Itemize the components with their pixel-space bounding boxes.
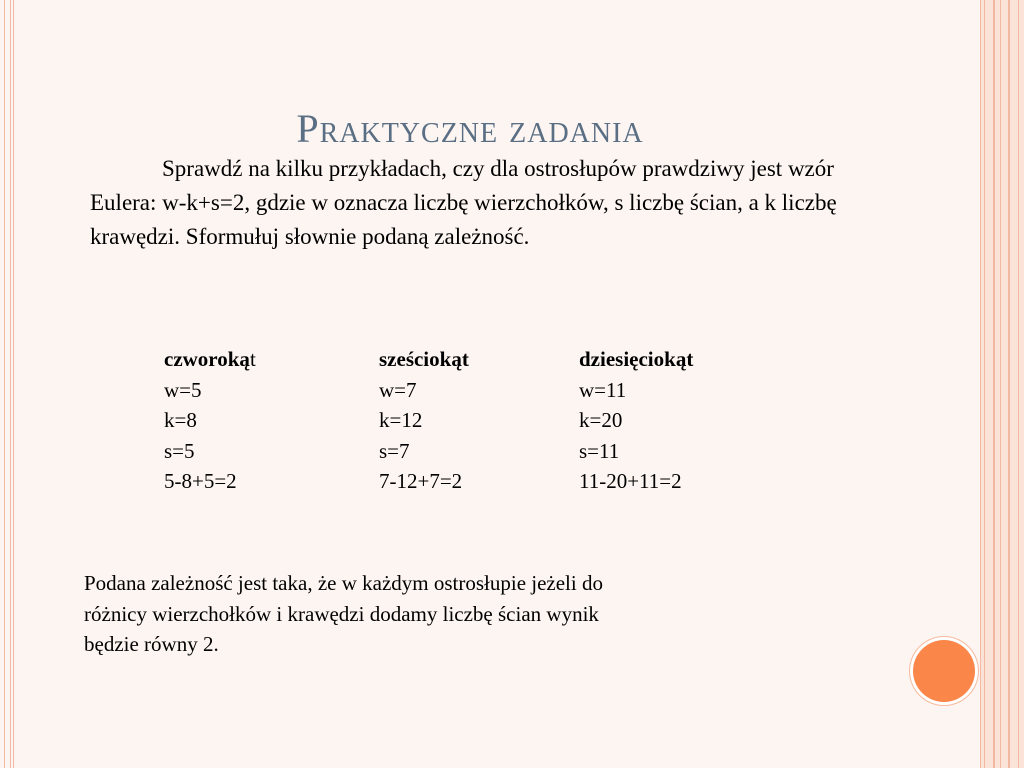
- column-header-text: czworoką: [164, 347, 250, 371]
- column-header-text: dziesięciokąt: [579, 347, 694, 371]
- right-border-line: [984, 0, 985, 768]
- right-border-line: [1018, 0, 1019, 768]
- value-s: s=11: [579, 438, 620, 463]
- column-header-text: sześciokąt: [379, 347, 469, 371]
- value-s: s=5: [164, 438, 195, 463]
- column-dziesieciokat: [579, 344, 693, 497]
- right-border-line: [1000, 0, 1001, 768]
- right-border-line: [993, 0, 995, 768]
- column-header: [379, 344, 469, 375]
- equation: 11-20+11=2: [579, 469, 682, 493]
- value-w: w=7: [379, 377, 417, 402]
- column-header: [579, 344, 693, 375]
- intro-text: Sprawdź na kilku przykładach, czy dla ostrosłupów prawdziwy jest wzór Eulera: w-k+s=2, gdzie w oznacza liczbę wierzchołków, s liczbę ścian, a k liczbę krawędzi. Sformułuj słownie podaną zależność.: [90, 156, 837, 249]
- value-k: k=12: [379, 408, 423, 432]
- right-border-line: [980, 0, 981, 768]
- value-w: w=11: [579, 377, 627, 402]
- column-czworokat: [164, 344, 256, 497]
- column-header: [164, 344, 256, 375]
- value-s: s=7: [379, 438, 410, 463]
- value-k: k=8: [164, 408, 197, 432]
- column-szesciokat: [379, 344, 469, 497]
- equation: 7-12+7=2: [379, 469, 463, 493]
- conclusion-paragraph: Podana zależność jest taka, że w każdym ostrosłupie jeżeli do różnicy wierzchołków i krawędzi dodamy liczbę ścian wynik będzie równy 2.: [84, 571, 603, 656]
- intro-paragraph: [90, 152, 850, 254]
- right-border-line: [1008, 0, 1010, 768]
- equation: 5-8+5=2: [164, 469, 237, 493]
- value-k: k=20: [579, 408, 623, 432]
- column-header-tail: t: [249, 347, 256, 371]
- value-w: w=5: [164, 377, 202, 402]
- slide-title: Praktyczne zadania: [296, 106, 644, 151]
- decorative-circle: [913, 640, 975, 702]
